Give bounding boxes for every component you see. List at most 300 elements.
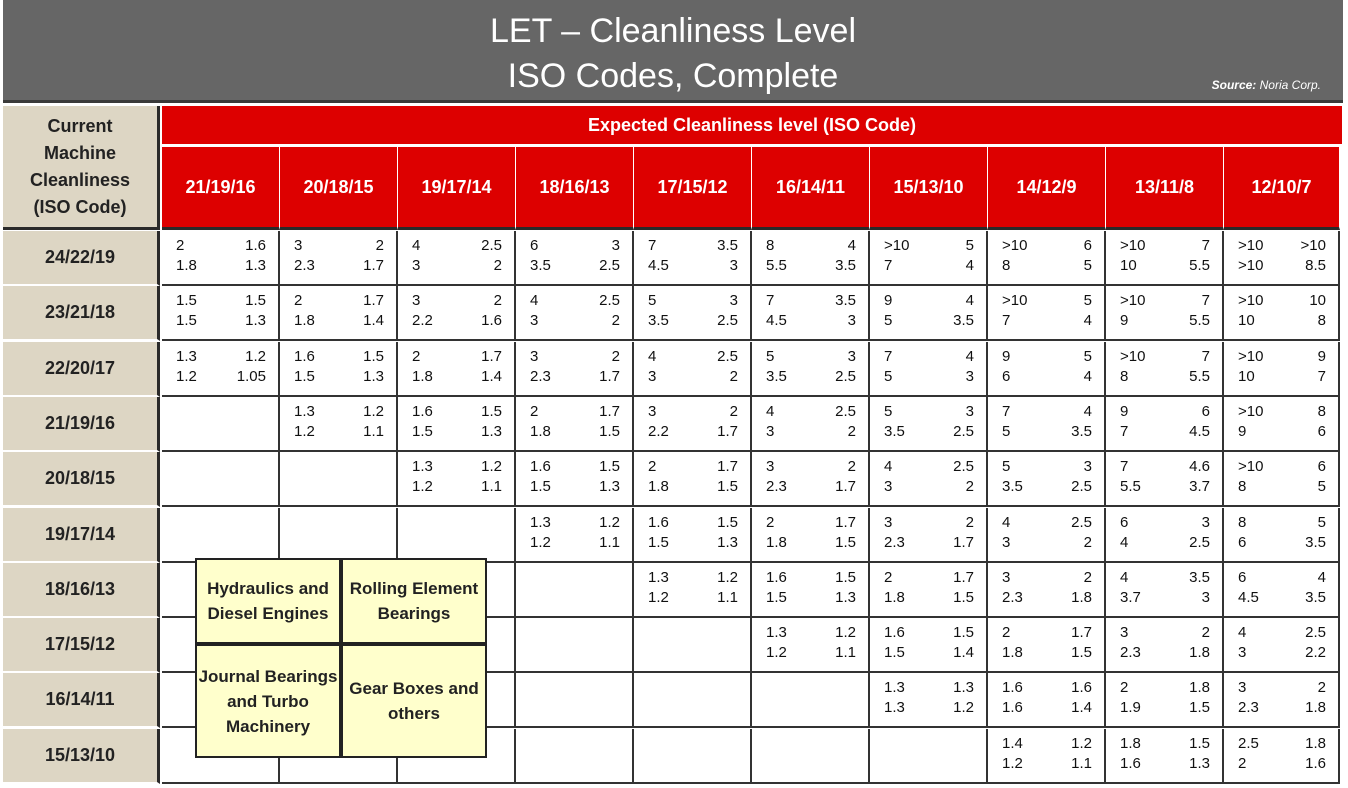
table-cell <box>870 563 988 618</box>
cell-value: 8 <box>1002 257 1011 274</box>
table-cell <box>1106 231 1224 286</box>
cell-value: 1.6 <box>1002 679 1023 697</box>
cell-value: 5 <box>884 367 893 385</box>
cell-value: 7 <box>884 347 893 365</box>
cell-value: 1.1 <box>481 478 502 496</box>
table-cell <box>988 286 1106 341</box>
column-header: 17/15/12 <box>634 147 752 230</box>
cell-value: 1.3 <box>176 347 197 365</box>
cell-value: 2.5 <box>1305 624 1326 642</box>
cell-value: 1.8 <box>1189 679 1210 697</box>
cell-value: 1.6 <box>481 312 502 330</box>
source-label: Source: <box>1211 78 1257 92</box>
cell-value: 2.3 <box>766 478 787 496</box>
source-value: Noria Corp. <box>1259 78 1321 92</box>
cell-value: 1.5 <box>530 478 551 496</box>
cell-value: 4 <box>1317 568 1326 586</box>
cell-value: 5 <box>884 402 893 420</box>
cell-value: 1.5 <box>1189 734 1210 752</box>
cell-value: 1.3 <box>481 422 502 440</box>
table-cell <box>162 286 280 341</box>
cell-value: 3.5 <box>884 422 905 440</box>
cell-value: 5 <box>1002 422 1011 440</box>
cell-value: 1.8 <box>884 588 905 606</box>
table-cell <box>1224 397 1340 452</box>
cell-value: 7 <box>1201 237 1210 254</box>
cell-value: 3 <box>766 458 775 476</box>
cell-value: >10 <box>1238 347 1264 365</box>
cell-value: 7 <box>1120 458 1129 476</box>
cell-value: 1.8 <box>648 478 669 496</box>
cell-value: 3.5 <box>1071 422 1092 440</box>
table-cell <box>1224 452 1340 507</box>
cell-value: 2.2 <box>1305 644 1326 662</box>
cell-value: 2 <box>1002 624 1011 642</box>
cell-value: >10 <box>884 237 910 254</box>
table-cell <box>988 618 1106 673</box>
cell-value: 9 <box>1120 402 1129 420</box>
cell-value: 1.1 <box>717 588 738 606</box>
cell-value: 3 <box>884 513 893 531</box>
cell-value: >10 <box>1238 237 1264 254</box>
cell-value: 3.7 <box>1189 478 1210 496</box>
cell-value: 3 <box>729 257 738 274</box>
cell-value: 1.7 <box>599 402 620 420</box>
cell-value: 5 <box>965 237 974 254</box>
cell-value: 9 <box>1317 347 1326 365</box>
cell-value: 2.5 <box>1071 478 1092 496</box>
cell-value: 3.5 <box>1189 568 1210 586</box>
cell-value: 1.5 <box>953 588 974 606</box>
table-cell <box>752 508 870 563</box>
cell-value: 1.6 <box>1071 679 1092 697</box>
cell-value: 1.5 <box>953 624 974 642</box>
cell-value: 7 <box>1201 292 1210 310</box>
row-header: 22/20/17 <box>3 342 160 397</box>
cell-value: 6 <box>1317 458 1326 476</box>
cell-value: 2 <box>1083 533 1092 551</box>
cell-value: 1.3 <box>599 478 620 496</box>
cell-value: 2.5 <box>599 257 620 274</box>
cell-value: 3 <box>1002 533 1011 551</box>
cell-value: 4 <box>1083 402 1092 420</box>
cell-value: 1.2 <box>648 588 669 606</box>
column-header: 21/19/16 <box>162 147 280 230</box>
cell-value: 2.3 <box>530 367 551 385</box>
table-cell <box>634 231 752 286</box>
cell-value: 1.8 <box>530 422 551 440</box>
table-cell <box>988 729 1106 784</box>
table-cell <box>1106 397 1224 452</box>
table-cell <box>516 452 634 507</box>
cell-value: 1.5 <box>884 644 905 662</box>
cell-value: >10 <box>1120 347 1146 365</box>
table-cell <box>870 342 988 397</box>
cell-value: 10 <box>1309 292 1326 310</box>
table-cell <box>1106 452 1224 507</box>
cell-value: 4 <box>766 402 775 420</box>
table-cell <box>1224 618 1340 673</box>
cell-value: 1.6 <box>1305 754 1326 772</box>
cell-value: 2 <box>1317 679 1326 697</box>
cell-value: 2 <box>611 347 620 365</box>
cell-value: 10 <box>1238 367 1255 385</box>
cell-value: 1.3 <box>530 513 551 531</box>
cell-value: 1.4 <box>363 312 384 330</box>
cell-value: 7 <box>1201 347 1210 365</box>
cell-value: 1.6 <box>412 402 433 420</box>
table-cell <box>1224 342 1340 397</box>
table-cell <box>752 729 870 784</box>
cell-value: 3.5 <box>1305 533 1326 551</box>
cell-value: 3.5 <box>835 257 856 274</box>
cell-value: 2.5 <box>953 422 974 440</box>
cell-value: 1.8 <box>1305 734 1326 752</box>
cell-value: 4 <box>530 292 539 310</box>
cell-value: 8 <box>1317 402 1326 420</box>
cell-value: 1.7 <box>481 347 502 365</box>
column-header: 15/13/10 <box>870 147 988 230</box>
cell-value: 1.5 <box>176 312 197 330</box>
table-cell <box>634 508 752 563</box>
cell-value: 1.6 <box>1002 699 1023 717</box>
cell-value: >10 <box>1238 458 1264 476</box>
cell-value: 1.5 <box>412 422 433 440</box>
cell-value: 1.8 <box>412 367 433 385</box>
table-cell <box>988 342 1106 397</box>
cell-value: 2.3 <box>1120 644 1141 662</box>
cell-value: 1.7 <box>363 292 384 310</box>
cell-value: 2.5 <box>717 347 738 365</box>
cell-value: 7 <box>648 237 657 254</box>
cell-value: 2 <box>847 458 856 476</box>
cell-value: 1.5 <box>1071 644 1092 662</box>
cell-value: 3.5 <box>648 312 669 330</box>
cell-value: 5 <box>884 312 893 330</box>
table-cell <box>1106 618 1224 673</box>
table-cell <box>1106 342 1224 397</box>
cell-value: 6 <box>1120 513 1129 531</box>
corner-line-1: Current <box>47 115 113 136</box>
cell-value: 1.2 <box>1071 734 1092 752</box>
cell-value: 5.5 <box>1189 312 1210 330</box>
cell-value: 1.8 <box>766 533 787 551</box>
column-header: 14/12/9 <box>988 147 1106 230</box>
cell-value: 1.7 <box>953 533 974 551</box>
table-cell <box>1224 563 1340 618</box>
cell-value: >10 <box>1238 257 1264 274</box>
table-cell <box>752 231 870 286</box>
cell-value: 1.1 <box>599 533 620 551</box>
cell-value: 3.5 <box>1305 588 1326 606</box>
cell-value: 1.5 <box>599 458 620 476</box>
table-cell <box>1106 673 1224 728</box>
column-header: 18/16/13 <box>516 147 634 230</box>
cell-value: 3 <box>530 312 539 330</box>
cell-value: 3 <box>847 347 856 365</box>
legend-journal: Journal Bearings and Turbo Machinery <box>195 644 341 758</box>
cell-value: 4 <box>965 257 974 274</box>
cell-value: 1.8 <box>1002 644 1023 662</box>
table-cell <box>988 508 1106 563</box>
table-cell <box>988 397 1106 452</box>
cell-value: 2.2 <box>648 422 669 440</box>
cell-value: 6 <box>1083 237 1092 254</box>
legend-gear: Gear Boxes and others <box>341 644 487 758</box>
table-cell <box>398 342 516 397</box>
cell-value: 1.5 <box>599 422 620 440</box>
table-cell <box>752 342 870 397</box>
cell-value: 1.3 <box>884 699 905 717</box>
table-cell <box>398 452 516 507</box>
cell-value: 5 <box>648 292 657 310</box>
table-cell <box>516 508 634 563</box>
row-header: 18/16/13 <box>3 563 160 618</box>
cell-value: 2.5 <box>835 367 856 385</box>
table-cell <box>516 563 634 618</box>
legend-hydraulics: Hydraulics and Diesel Engines <box>195 558 341 644</box>
cell-value: 1.7 <box>599 367 620 385</box>
cell-value: 1.7 <box>717 458 738 476</box>
cell-value: 3 <box>1201 513 1210 531</box>
cell-value: 1.2 <box>1002 754 1023 772</box>
table-cell <box>870 397 988 452</box>
cell-value: 3 <box>729 292 738 310</box>
table-cell <box>870 452 988 507</box>
cell-value: 6 <box>1002 367 1011 385</box>
cell-value: 7 <box>766 292 775 310</box>
column-header: 19/17/14 <box>398 147 516 230</box>
cell-value: 2 <box>493 292 502 310</box>
cell-value: 1.6 <box>884 624 905 642</box>
table-cell <box>634 563 752 618</box>
table-cell <box>752 397 870 452</box>
cell-value: 1.3 <box>884 679 905 697</box>
cell-value: 1.3 <box>953 679 974 697</box>
corner-line-3: Cleanliness <box>29 169 131 190</box>
title-line-2: ISO Codes, Complete <box>507 57 839 95</box>
table-cell <box>752 563 870 618</box>
cell-value: 2.5 <box>835 402 856 420</box>
cell-value: 2.3 <box>884 533 905 551</box>
cell-value: 5.5 <box>766 257 787 274</box>
row-header: 21/19/16 <box>3 397 160 452</box>
title-banner <box>3 0 1343 103</box>
table-cell <box>870 618 988 673</box>
table-cell <box>870 231 988 286</box>
cell-value: 1.3 <box>363 367 384 385</box>
cell-value: 4 <box>1238 624 1247 642</box>
cell-value: 3 <box>965 402 974 420</box>
cell-value: >10 <box>1120 237 1146 254</box>
table-cell <box>634 673 752 728</box>
cell-value: 1.6 <box>648 513 669 531</box>
cell-value: 1.4 <box>1071 699 1092 717</box>
table-cell <box>516 397 634 452</box>
cell-value: 3 <box>847 312 856 330</box>
cell-value: 3 <box>766 422 775 440</box>
table-cell <box>752 673 870 728</box>
cell-value: 2.5 <box>481 237 502 254</box>
cell-value: 1.6 <box>766 568 787 586</box>
cell-value: 1.1 <box>1071 754 1092 772</box>
cell-value: 7 <box>1120 422 1129 440</box>
cell-value: 5.5 <box>1189 257 1210 274</box>
table-cell <box>1224 729 1340 784</box>
cell-value: 2 <box>1120 679 1129 697</box>
row-header: 17/15/12 <box>3 618 160 673</box>
cell-value: 1.7 <box>835 513 856 531</box>
cell-value: 1.4 <box>1002 734 1023 752</box>
cell-value: 1.5 <box>481 402 502 420</box>
cell-value: 1.7 <box>953 568 974 586</box>
table-cell <box>516 729 634 784</box>
cell-value: 1.5 <box>835 533 856 551</box>
cell-value: 1.5 <box>1189 699 1210 717</box>
cell-value: 1.2 <box>176 367 197 385</box>
cell-value: 1.4 <box>953 644 974 662</box>
cell-value: 1.4 <box>481 367 502 385</box>
cell-value: 4.5 <box>1238 588 1259 606</box>
cell-value: 2 <box>375 237 384 254</box>
cell-value: 1.5 <box>717 513 738 531</box>
cell-value: 2 <box>766 513 775 531</box>
cell-value: 1.8 <box>294 312 315 330</box>
table-cell <box>1106 729 1224 784</box>
table-cell <box>1224 286 1340 341</box>
cell-value: 5 <box>1317 478 1326 496</box>
cell-value: 4 <box>1083 367 1092 385</box>
cell-value: 5 <box>766 347 775 365</box>
cell-value: 8 <box>1238 513 1247 531</box>
table-cell <box>516 286 634 341</box>
table-cell <box>516 231 634 286</box>
cell-value: 6 <box>1317 422 1326 440</box>
row-header: 19/17/14 <box>3 508 160 563</box>
table-cell <box>516 618 634 673</box>
cell-value: 3 <box>1238 644 1247 662</box>
table-cell <box>398 231 516 286</box>
table-cell <box>162 452 280 507</box>
table-cell <box>870 508 988 563</box>
cell-value: 3.5 <box>530 257 551 274</box>
cell-value: 1.6 <box>245 237 266 254</box>
cell-value: >10 <box>1238 292 1264 310</box>
cell-value: 1.7 <box>717 422 738 440</box>
cell-value: 4.6 <box>1189 458 1210 476</box>
cell-value: 3 <box>412 292 421 310</box>
cell-value: 1.7 <box>363 257 384 274</box>
cell-value: 3.5 <box>717 237 738 254</box>
table-cell <box>280 342 398 397</box>
cell-value: 1.3 <box>835 588 856 606</box>
cell-value: 1.8 <box>1189 644 1210 662</box>
cell-value: 3 <box>1201 588 1210 606</box>
cell-value: 4 <box>884 458 893 476</box>
table-cell <box>634 618 752 673</box>
cell-value: >10 <box>1238 402 1264 420</box>
cell-value: 1.5 <box>245 292 266 310</box>
cell-value: 4.5 <box>766 312 787 330</box>
cell-value: 7 <box>884 257 893 274</box>
row-header: 16/14/11 <box>3 673 160 728</box>
cell-value: 2 <box>294 292 303 310</box>
cell-value: 4 <box>1120 568 1129 586</box>
table-cell <box>988 673 1106 728</box>
table-cell <box>870 673 988 728</box>
cell-value: 3.5 <box>835 292 856 310</box>
cell-value: 4 <box>1002 513 1011 531</box>
table-cell <box>988 452 1106 507</box>
cell-value: 1.1 <box>835 644 856 662</box>
cell-value: 4 <box>965 292 974 310</box>
cell-value: >10 <box>1002 237 1028 254</box>
cell-value: 8 <box>1120 367 1129 385</box>
cell-value: 3 <box>648 402 657 420</box>
cell-value: 2 <box>965 513 974 531</box>
cell-value: 1.5 <box>766 588 787 606</box>
cell-value: 4 <box>965 347 974 365</box>
cell-value: >10 <box>1300 237 1326 254</box>
cell-value: 2.3 <box>294 257 315 274</box>
cell-value: 6 <box>1201 402 1210 420</box>
table-cell <box>280 231 398 286</box>
cell-value: 1.5 <box>294 367 315 385</box>
cell-value: 2 <box>729 367 738 385</box>
cell-value: 3 <box>611 237 620 254</box>
column-header: 12/10/7 <box>1224 147 1340 230</box>
source-note <box>1212 78 1321 92</box>
cell-value: 3 <box>1083 458 1092 476</box>
cell-value: 3 <box>1120 624 1129 642</box>
cell-value: 9 <box>884 292 893 310</box>
cell-value: 3 <box>1238 679 1247 697</box>
table-cell <box>1106 563 1224 618</box>
cell-value: 1.6 <box>1120 754 1141 772</box>
cell-value: 10 <box>1120 257 1137 274</box>
cell-value: 1.05 <box>236 367 266 385</box>
cell-value: 3.5 <box>1002 478 1023 496</box>
table-cell <box>1224 673 1340 728</box>
cell-value: 5 <box>1002 458 1011 476</box>
table-cell <box>634 286 752 341</box>
table-cell <box>752 618 870 673</box>
table-cell <box>752 452 870 507</box>
cell-value: 1.2 <box>363 402 384 420</box>
cell-value: 4.5 <box>648 257 669 274</box>
corner-line-4: (ISO Code) <box>33 196 127 217</box>
cell-value: 3 <box>1002 568 1011 586</box>
cell-value: 1.3 <box>412 458 433 476</box>
table-cell <box>1106 508 1224 563</box>
cell-value: 1.2 <box>481 458 502 476</box>
cell-value: 2 <box>611 312 620 330</box>
cell-value: 1.2 <box>412 478 433 496</box>
table-cell <box>398 508 516 563</box>
cell-value: 3.7 <box>1120 588 1141 606</box>
table-cell <box>634 342 752 397</box>
cell-value: 1.8 <box>1305 699 1326 717</box>
cell-value: 3 <box>412 257 421 274</box>
cell-value: >10 <box>1002 292 1028 310</box>
cell-value: 8.5 <box>1305 257 1326 274</box>
cell-value: 1.1 <box>363 422 384 440</box>
cell-value: 1.3 <box>294 402 315 420</box>
cell-value: 9 <box>1120 312 1129 330</box>
cell-value: 4 <box>847 237 856 254</box>
cell-value: 1.3 <box>648 568 669 586</box>
cell-value: 1.2 <box>599 513 620 531</box>
